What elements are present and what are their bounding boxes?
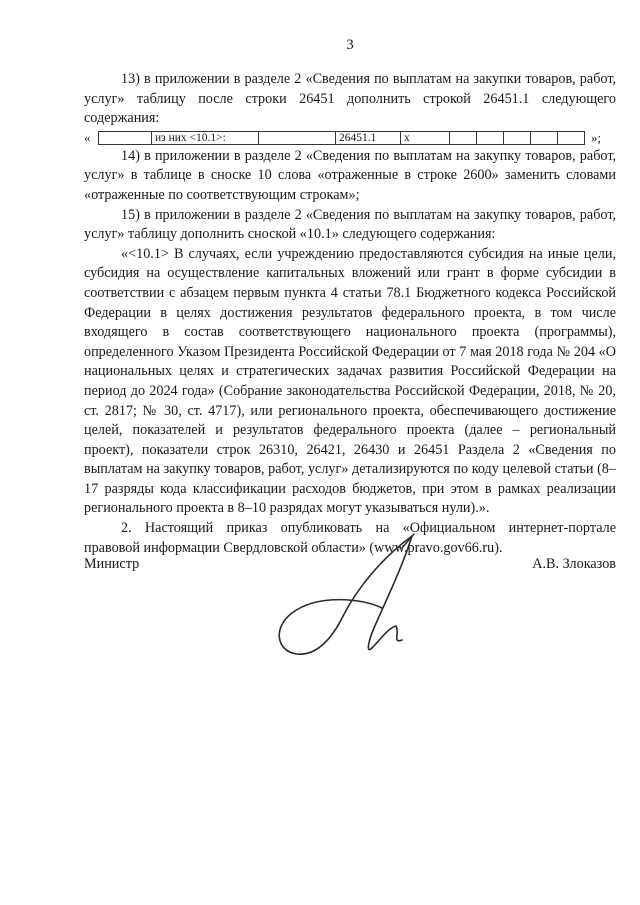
table-cell: 26451.1: [336, 131, 401, 144]
paragraph-2: 2. Настоящий приказ опубликовать на «Официальном интернет-портале правовой информации Свердловской области» (www.pravo.gov66.ru).: [84, 520, 616, 556]
inserted-table-row: [84, 129, 616, 147]
row-26451-1-table: [98, 131, 585, 145]
table-cell: [477, 131, 504, 144]
paragraph-14: 14) в приложении в разделе 2 «Сведения по выплатам на закупку товаров, работ, услуг» в таблице в сноске 10 слова «отраженные в строке 2600» заменить словами «отраженные по соответствующим строкам»;: [84, 147, 616, 203]
table-cell: [99, 131, 152, 144]
table-cell: [558, 131, 585, 144]
table-cell: [450, 131, 477, 144]
table-cell: x: [401, 131, 450, 144]
table-cell: [531, 131, 558, 144]
table-cell: [504, 131, 531, 144]
open-quote: «: [84, 129, 91, 145]
footnote-10-1-text: «<10.1> В случаях, если учреждению предоставляются субсидия на иные цели, субсидия на осуществление капитальных вложений или грант в форме субсидии в соответствии с абзацем первым пункта 4 статьи 78.1 Бюджетного кодекса Российской Федерации в целях достижения результатов федерального проекта, в том числе входящего в состав соответствующего национального проекта (программы), определенного Указом Президента Российской Федерации от 7 мая 2018 года № 204 «О национальных целях и стратегических задачах развития Российской Федерации на период до 2024 года» (Собрание законодательства Российской Федерации, 2018, № 20, ст. 2817; № 30, ст. 4717), или регионального проекта, обеспечивающего достижение целей, показателей и результатов федерального проекта (далее – региональный проект), показатели строк 26310, 26421, 26430 и 26451 Раздела 2 «Сведения по выплатам на закупку товаров, работ, услуг» детализируются по коду целевой статьи (8–17 разряды кода классификации расходов бюджетов, при этом в рамках реализации регионального проекта в 8–10 разрядах могут указываться нули).».: [84, 245, 616, 517]
page-number: 3: [346, 37, 354, 53]
document-body: [84, 70, 616, 558]
table-cell: из них <10.1>:: [152, 131, 259, 144]
table-cell: [259, 131, 336, 144]
close-quote: »;: [591, 129, 602, 145]
paragraph-15: 15) в приложении в разделе 2 «Сведения по выплатам на закупку товаров, работ, услуг» таблицу дополнить сноской «10.1» следующего содержания:: [84, 206, 616, 243]
signatory-name: А.В. Злоказов: [532, 556, 616, 572]
paragraph-13: 13) в приложении в разделе 2 «Сведения по выплатам на закупки товаров, работ, услуг» таблицу после строки 26451 дополнить строкой 26451.1 следующего содержания:: [84, 71, 616, 127]
signatory-position: Министр: [84, 556, 140, 572]
handwritten-signature: [262, 528, 442, 668]
